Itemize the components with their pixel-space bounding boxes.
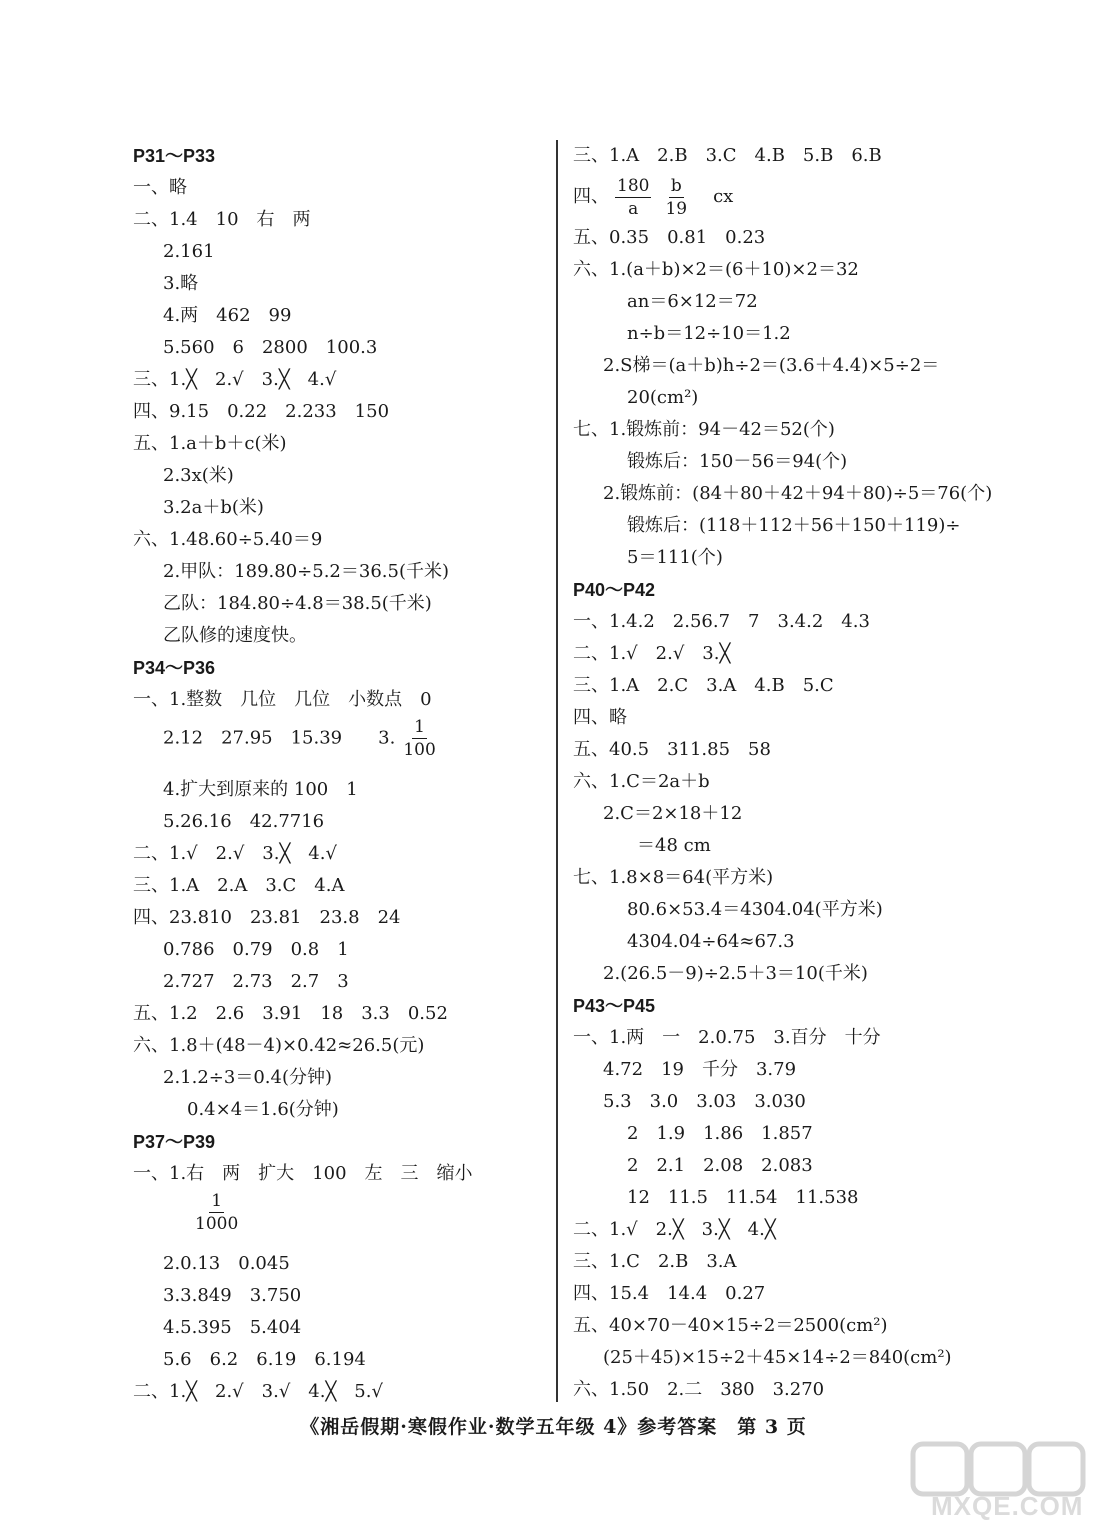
answer-line [133, 1062, 543, 1094]
answer-text: n÷b＝12÷10＝1.2 [627, 323, 791, 344]
answer-text: 4.扩大到原来的 100 1 [163, 779, 358, 800]
answer-line [133, 524, 543, 556]
answer-line [573, 894, 993, 926]
answer-line [133, 236, 543, 268]
answer-line [573, 1310, 993, 1342]
answer-text: 5.560 6 2800 100.3 [163, 337, 378, 358]
answer-text: 2.1.2÷3＝0.4(分钟) [163, 1067, 333, 1088]
answer-text: 2.161 [163, 241, 215, 262]
answer-line [133, 300, 543, 332]
answer-text: 一、略 [133, 177, 187, 198]
section-heading [133, 1126, 543, 1158]
answer-text: 2 2.1 2.08 2.083 [627, 1155, 813, 1176]
answer-text: 四、9.15 0.22 2.233 150 [133, 401, 390, 422]
answer-line [573, 414, 993, 446]
answer-line [573, 638, 993, 670]
answer-line [133, 1190, 543, 1248]
answer-line [573, 1278, 993, 1310]
answer-text: 12 11.5 11.54 11.538 [627, 1187, 859, 1208]
answer-line [573, 734, 993, 766]
answer-line [133, 684, 543, 716]
answer-text: 六、1.50 2.二 380 3.270 [573, 1379, 825, 1400]
answer-line [573, 350, 993, 382]
answer-line [133, 1344, 543, 1376]
fraction-numerator: 1 [414, 717, 425, 737]
answer-text: 一、1.两 一 2.0.75 3.百分 十分 [573, 1027, 881, 1048]
watermark-logo [909, 1440, 1089, 1526]
answer-line [133, 1030, 543, 1062]
answer-text: 5.3 3.0 3.03 3.030 [603, 1091, 806, 1112]
answer-line [573, 926, 993, 958]
answer-line [133, 428, 543, 460]
fraction-denominator: 100 [403, 740, 436, 760]
answer-text: 一、1.整数 几位 几位 小数点 0 [133, 689, 432, 710]
answer-line [133, 1248, 543, 1280]
answer-text: 2.727 2.73 2.7 3 [163, 971, 349, 992]
left-column [133, 140, 543, 1408]
answer-line [573, 254, 993, 286]
answer-line [573, 1246, 993, 1278]
answer-text: 六、1.C＝2a＋b [573, 771, 710, 792]
fraction-denominator: a [628, 198, 639, 219]
answer-line [573, 1342, 993, 1374]
answer-line [573, 140, 993, 172]
answer-text: 三、1.A 2.A 3.C 4.A [133, 875, 345, 896]
answer-text: 乙队修的速度快。 [163, 625, 307, 646]
answer-text: (25＋45)×15÷2＋45×14÷2＝840(cm²) [603, 1347, 952, 1368]
answer-text: P34～P36 [133, 658, 216, 678]
answer-text: 三、1.A 2.B 3.C 4.B 5.B 6.B [573, 145, 882, 166]
answer-line [133, 620, 543, 652]
answer-line [573, 958, 993, 990]
answer-line [573, 1182, 993, 1214]
answer-text: 4.72 19 千分 3.79 [603, 1059, 797, 1080]
answer-text: 五、40×70－40×15÷2＝2500(cm²) [573, 1315, 888, 1336]
answer-text: P43～P45 [573, 996, 656, 1016]
answer-line [133, 588, 543, 620]
answer-text: 2.(26.5－9)÷2.5＋3＝10(千米) [603, 963, 868, 984]
answer-line [133, 838, 543, 870]
answer-text: 锻炼后：(118＋112＋56＋150＋119)÷ [627, 515, 961, 536]
answer-text: 三、1.╳ 2.√ 3.╳ 4.√ [133, 369, 337, 390]
answer-text: 七、1.8×8＝64(平方米) [573, 867, 774, 888]
answer-line [133, 492, 543, 524]
answer-text: 乙队：184.80÷4.8＝38.5(千米) [163, 593, 432, 614]
answer-line [573, 702, 993, 734]
answer-text: P37～P39 [133, 1132, 216, 1152]
answer-text: 二、1.√ 2.√ 3.╳ [573, 643, 731, 664]
answer-text: 二、1.√ 2.╳ 3.╳ 4.╳ [573, 1219, 776, 1240]
answer-text: 3.3.849 3.750 [163, 1285, 302, 1306]
answer-text: 2.0.13 0.045 [163, 1253, 290, 1274]
answer-line [133, 1312, 543, 1344]
answer-line [133, 716, 543, 774]
answer-line [573, 510, 993, 542]
answer-line [573, 862, 993, 894]
fraction [663, 175, 689, 220]
answer-text: 四、15.4 14.4 0.27 [573, 1283, 766, 1304]
answer-text: 5.26.16 42.7716 [163, 811, 325, 832]
answer-text: 4.两 462 99 [163, 305, 292, 326]
section-heading [133, 140, 543, 172]
answer-line [133, 172, 543, 204]
answer-text: 七、1.锻炼前：94－42＝52(个) [573, 419, 835, 440]
answer-line [573, 1374, 993, 1406]
answer-text: 3.略 [163, 273, 199, 294]
answer-text: 二、1.╳ 2.√ 3.√ 4.╳ 5.√ [133, 1381, 383, 1402]
right-column [573, 140, 993, 1406]
answer-line [133, 1376, 543, 1408]
answer-line [133, 1094, 543, 1126]
fraction-numerator: 1 [211, 1191, 223, 1211]
answer-line [573, 1022, 993, 1054]
answer-line [573, 222, 993, 254]
answer-text: ＝48 cm [637, 835, 711, 856]
answer-line [133, 902, 543, 934]
answer-line [573, 478, 993, 510]
answer-text: 五、0.35 0.81 0.23 [573, 227, 766, 248]
section-heading [573, 990, 993, 1022]
answer-line [133, 806, 543, 838]
watermark-text: MXQE.COM [931, 1491, 1084, 1521]
answer-text: an＝6×12＝72 [627, 291, 758, 312]
fraction-denominator: 19 [665, 198, 688, 219]
answer-text: 0.786 0.79 0.8 1 [163, 939, 349, 960]
answer-text: P40～P42 [573, 580, 656, 600]
answer-text: 一、1.4.2 2.56.7 7 3.4.2 4.3 [573, 611, 870, 632]
answer-line [573, 172, 993, 222]
answer-line [573, 1214, 993, 1246]
answer-text: 三、1.C 2.B 3.A [573, 1251, 737, 1272]
answer-text-tail: cx [695, 186, 734, 207]
answer-line [133, 1158, 543, 1190]
answer-line [573, 606, 993, 638]
answer-text: 4.5.395 5.404 [163, 1317, 302, 1338]
answer-text: 五、1.a＋b＋c(米) [133, 433, 287, 454]
answer-text: 0.4×4＝1.6(分钟) [187, 1099, 339, 1120]
fraction [193, 1190, 240, 1235]
answer-line [133, 460, 543, 492]
answer-text: 5＝111(个) [627, 547, 723, 568]
answer-line [573, 1150, 993, 1182]
answer-text: 2 1.9 1.86 1.857 [627, 1123, 813, 1144]
answer-line [133, 998, 543, 1030]
answer-text: 2.3x(米) [163, 465, 234, 486]
page-footer: 《湘岳假期·寒假作业·数学五年级 4》参考答案 第 3 页 [300, 1416, 807, 1438]
answer-line [573, 542, 993, 574]
answer-line [573, 1054, 993, 1086]
answer-text: 锻炼后：150－56＝94(个) [627, 451, 848, 472]
answer-line [133, 204, 543, 236]
answer-line [133, 1280, 543, 1312]
answer-text: 六、1.8＋(48－4)×0.42≈26.5(元) [133, 1035, 425, 1056]
answer-text: 五、1.2 2.6 3.91 18 3.3 0.52 [133, 1003, 448, 1024]
fraction [615, 175, 651, 220]
fraction-denominator: 1000 [195, 1214, 239, 1234]
answer-line [573, 798, 993, 830]
answer-line [573, 286, 993, 318]
answer-text: 四、 [573, 186, 609, 207]
answer-line [573, 766, 993, 798]
answer-text: 四、略 [573, 707, 627, 728]
answer-text: 2.S梯＝(a＋b)h÷2＝(3.6＋4.4)×5÷2＝ [603, 355, 940, 376]
answer-line [133, 934, 543, 966]
answer-line [573, 446, 993, 478]
answer-text: 二、1.4 10 右 两 [133, 209, 311, 230]
answer-text: 2.C＝2×18＋12 [603, 803, 743, 824]
answer-text: 3.2a＋b(米) [163, 497, 264, 518]
answer-line [573, 1086, 993, 1118]
answer-text: 四、23.810 23.81 23.8 24 [133, 907, 401, 928]
section-heading [573, 574, 993, 606]
answer-line [133, 332, 543, 364]
answer-text: 三、1.A 2.C 3.A 4.B 5.C [573, 675, 834, 696]
answer-line [133, 268, 543, 300]
answer-text: 80.6×53.4＝4304.04(平方米) [627, 899, 883, 920]
answer-text: 2.甲队：189.80÷5.2＝36.5(千米) [163, 561, 449, 582]
answer-text: 六、1.(a＋b)×2＝(6＋10)×2＝32 [573, 259, 859, 280]
answer-line [573, 382, 993, 414]
answer-line [133, 556, 543, 588]
answer-text: 2.12 27.95 15.39 3. [163, 727, 396, 749]
answer-text: P31～P33 [133, 146, 216, 166]
answer-line [133, 774, 543, 806]
fraction-numerator: 180 [617, 175, 650, 196]
answer-text: 5.6 6.2 6.19 6.194 [163, 1349, 366, 1370]
answer-line [133, 966, 543, 998]
answer-text: 一、1.右 两 扩大 100 左 三 缩小 [133, 1163, 473, 1184]
answer-line [573, 670, 993, 702]
answer-line [573, 830, 993, 862]
column-divider [556, 140, 558, 1402]
fraction-numerator: b [670, 175, 682, 196]
answer-text: 二、1.√ 2.√ 3.╳ 4.√ [133, 843, 337, 864]
answer-line [133, 364, 543, 396]
answer-line [573, 318, 993, 350]
answer-text: 4304.04÷64≈67.3 [627, 931, 795, 952]
answer-line [573, 1118, 993, 1150]
answer-line [133, 870, 543, 902]
answer-text: 五、40.5 311.85 58 [573, 739, 771, 760]
fraction [401, 716, 437, 761]
answer-text: 20(cm²) [627, 387, 699, 408]
answer-text: 六、1.48.60÷5.40＝9 [133, 529, 323, 550]
section-heading [133, 652, 543, 684]
answer-text: 2.锻炼前：(84＋80＋42＋94＋80)÷5＝76(个) [603, 483, 993, 504]
answer-line [133, 396, 543, 428]
